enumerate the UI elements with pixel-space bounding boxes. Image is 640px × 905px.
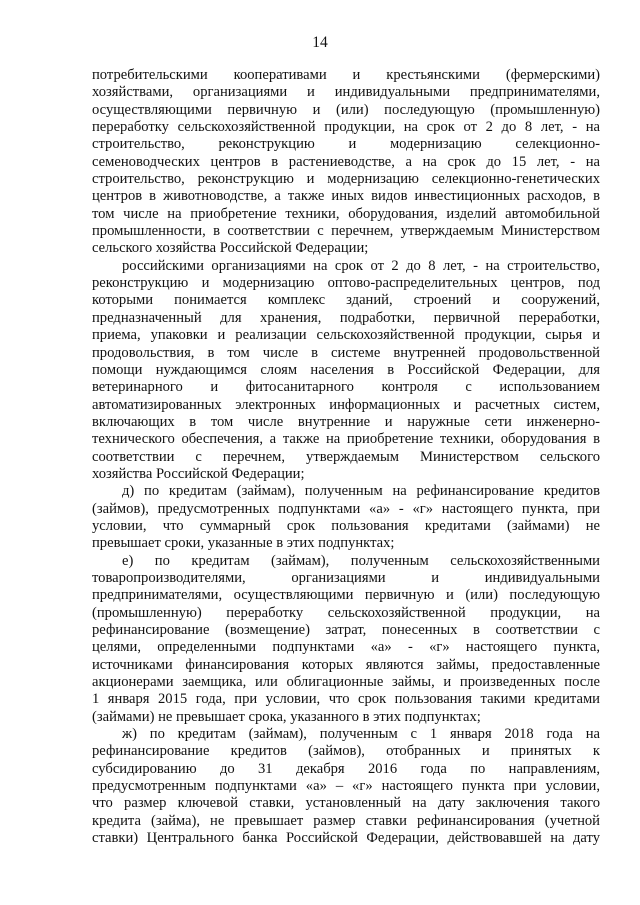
text-line: сельского хозяйства Российской Федерации;	[92, 240, 369, 257]
page-number: 14	[312, 34, 328, 51]
text-line: условии, что суммарный срок пользования кредитами (займами) не	[92, 517, 600, 534]
text-line: что размер ключевой ставки, установленный на дату заключения такого	[92, 795, 600, 812]
text-line: источниками финансирования которых являются займы, предоставленные	[92, 656, 600, 673]
text-line: соответствии с перечнем, утверждаемым Министерством сельского	[92, 448, 600, 465]
text-line: акционерами заемщика, или облигационные займы, и произведенных после	[92, 674, 600, 691]
text-line: (займов), предусмотренных подпунктами «а» - «г» настоящего пункта, при	[92, 500, 600, 517]
text-line: целями, определенными подпунктами «а» - «г» настоящего пункта,	[92, 639, 600, 656]
text-line: семеноводческих центров в растениеводстве, а на срок до 15 лет, - на	[92, 153, 600, 170]
text-line: ставки) Центрального банка Российской Федерации, действовавшей на дату	[92, 830, 600, 847]
text-line: переработку сельскохозяйственной продукции, на срок от 2 до 8 лет, - на	[92, 119, 600, 136]
text-line: предусмотренным подпунктами «а» – «г» настоящего пункта при условии,	[92, 778, 600, 795]
text-line: осуществляющими первичную и (или) последующую (промышленную)	[92, 101, 600, 118]
text-line: центров в животноводстве, а также иных видов инвестиционных расходов, в	[92, 188, 600, 205]
text-line: товаропроизводителями, организациями и индивидуальными	[92, 569, 600, 586]
text-line: хозяйствами, организациями и индивидуальными предпринимателями,	[92, 84, 600, 101]
text-line: потребительскими кооперативами и крестьянскими (фермерскими)	[92, 67, 600, 83]
text-line: рефинансирование (возмещение) затрат, понесенных в соответствии с	[92, 622, 600, 638]
text-line: кредита (займа), не превышает размер ставки рефинансирования (учетной	[92, 812, 600, 829]
text-line: том числе на приобретение техники, оборудования, изделий автомобильной	[92, 205, 600, 222]
text-line: которыми понимается комплекс зданий, строений и сооружений,	[92, 292, 600, 309]
text-line: приема, упаковки и реализации сельскохозяйственной продукции, сырья и	[92, 327, 600, 344]
text-line: д) по кредитам (займам), полученным на рефинансирование кредитов	[122, 483, 600, 500]
text-line: продовольствия, в том числе в системе внутренней продовольственной	[92, 344, 600, 361]
text-line: российскими организациями на срок от 2 до 8 лет, - на строительство,	[122, 257, 600, 274]
text-line: ж) по кредитам (займам), полученным с 1 января 2018 года на	[122, 726, 600, 743]
text-line: предназначенный для хранения, подработки, первичной переработки,	[92, 309, 600, 326]
text-line: помощи нуждающимся слоям населения в Российской Федерации, для	[92, 361, 600, 378]
text-line: предпринимателями, осуществляющими первичную и (или) последующую	[92, 587, 600, 604]
text-line: хозяйства Российской Федерации;	[92, 465, 305, 482]
text-line: превышает сроки, указанные в этих подпунктах;	[92, 535, 395, 552]
text-line: реконструкцию и модернизацию оптово-распределительных центров, под	[92, 275, 600, 292]
text-line: (займами) не превышает срока, указанного в этих подпунктах;	[92, 708, 481, 725]
body-text	[92, 67, 600, 847]
text-line: (промышленную) переработку сельскохозяйственной продукции, на	[92, 604, 600, 621]
text-line: е) по кредитам (займам), полученным сельскохозяйственными	[122, 552, 600, 569]
text-line: ветеринарного и фитосанитарного контроля с использованием	[92, 379, 600, 396]
text-line: строительство, реконструкцию и модернизацию селекционно-	[92, 136, 600, 153]
text-line: технического обеспечения, а также на приобретение техники, оборудования в	[92, 431, 600, 448]
text-line: 1 января 2015 года, при условии, что срок пользования такими кредитами	[92, 691, 600, 708]
text-line: включающих в том числе внутренние и наружные сети инженерно-	[92, 413, 600, 430]
text-line: строительство, реконструкцию и модернизацию селекционно-генетических	[92, 171, 600, 188]
text-line: субсидированию до 31 декабря 2016 года по направлениям,	[92, 760, 600, 777]
text-line: промышленности, в соответствии с перечнем, утверждаемым Министерством	[92, 223, 600, 240]
text-line: автоматизированных электронных информационных и расчетных систем,	[92, 396, 600, 413]
text-line: рефинансирование кредитов (займов), отобранных и принятых к	[92, 743, 600, 760]
